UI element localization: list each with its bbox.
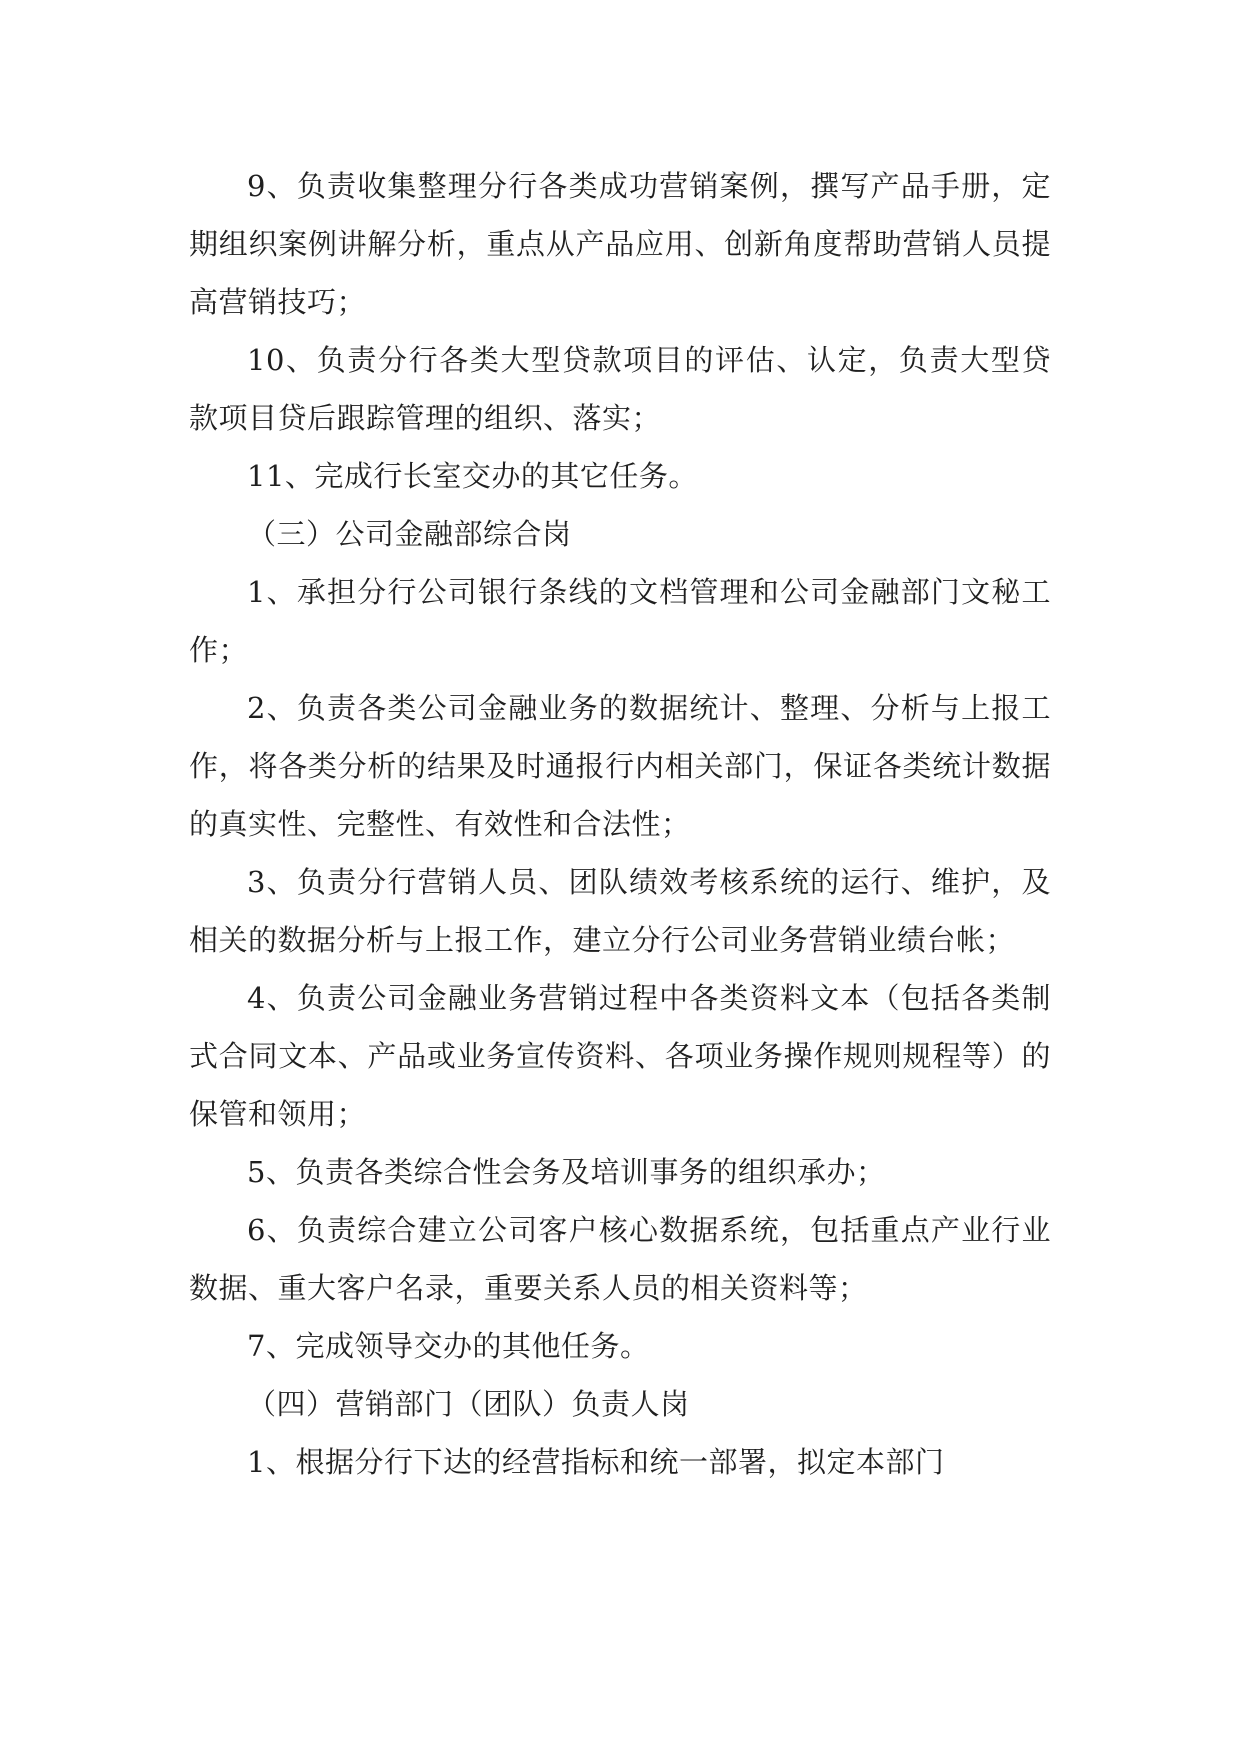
paragraph-5-meetings-training: 5、负责各类综合性会务及培训事务的组织承办； [247,1155,886,1189]
paragraph-1-document-management: 1、承担分行公司银行条线的文档管理和公司金融部门文秘工作； [189,575,1051,667]
paragraph-6-customer-data: 6、负责综合建立公司客户核心数据系统，包括重点产业行业数据、重大客户名录，重要关系人员的相关资料等； [189,1213,1051,1305]
paragraph-11-other-tasks: 11、完成行长室交办的其它任务。 [247,459,698,493]
paragraph-7-leader-tasks: 7、完成领导交办的其他任务。 [247,1329,650,1363]
document-page [189,157,1051,1491]
paragraph-2-data-statistics: 2、负责各类公司金融业务的数据统计、整理、分析与上报工作，将各类分析的结果及时通报行内相关部门，保证各类统计数据的真实性、完整性、有效性和合法性； [189,691,1051,841]
paragraph-3-performance-system: 3、负责分行营销人员、团队绩效考核系统的运行、维护，及相关的数据分析与上报工作，建立分行公司业务营销业绩台帐； [189,865,1051,957]
paragraph-1-department-plan: 1、根据分行下达的经营指标和统一部署，拟定本部门 [247,1445,945,1479]
paragraph-9-marketing-cases: 9、负责收集整理分行各类成功营销案例，撰写产品手册，定期组织案例讲解分析，重点从产品应用、创新角度帮助营销人员提高营销技巧； [189,169,1051,319]
section-heading-3: （三）公司金融部综合岗 [247,517,572,551]
paragraph-4-materials: 4、负责公司金融业务营销过程中各类资料文本（包括各类制式合同文本、产品或业务宣传资料、各项业务操作规则规程等）的保管和领用； [189,981,1051,1131]
section-heading-4: （四）营销部门（团队）负责人岗 [247,1387,690,1421]
paragraph-10-loan-projects: 10、负责分行各类大型贷款项目的评估、认定，负责大型贷款项目贷后跟踪管理的组织、落实； [189,343,1051,435]
